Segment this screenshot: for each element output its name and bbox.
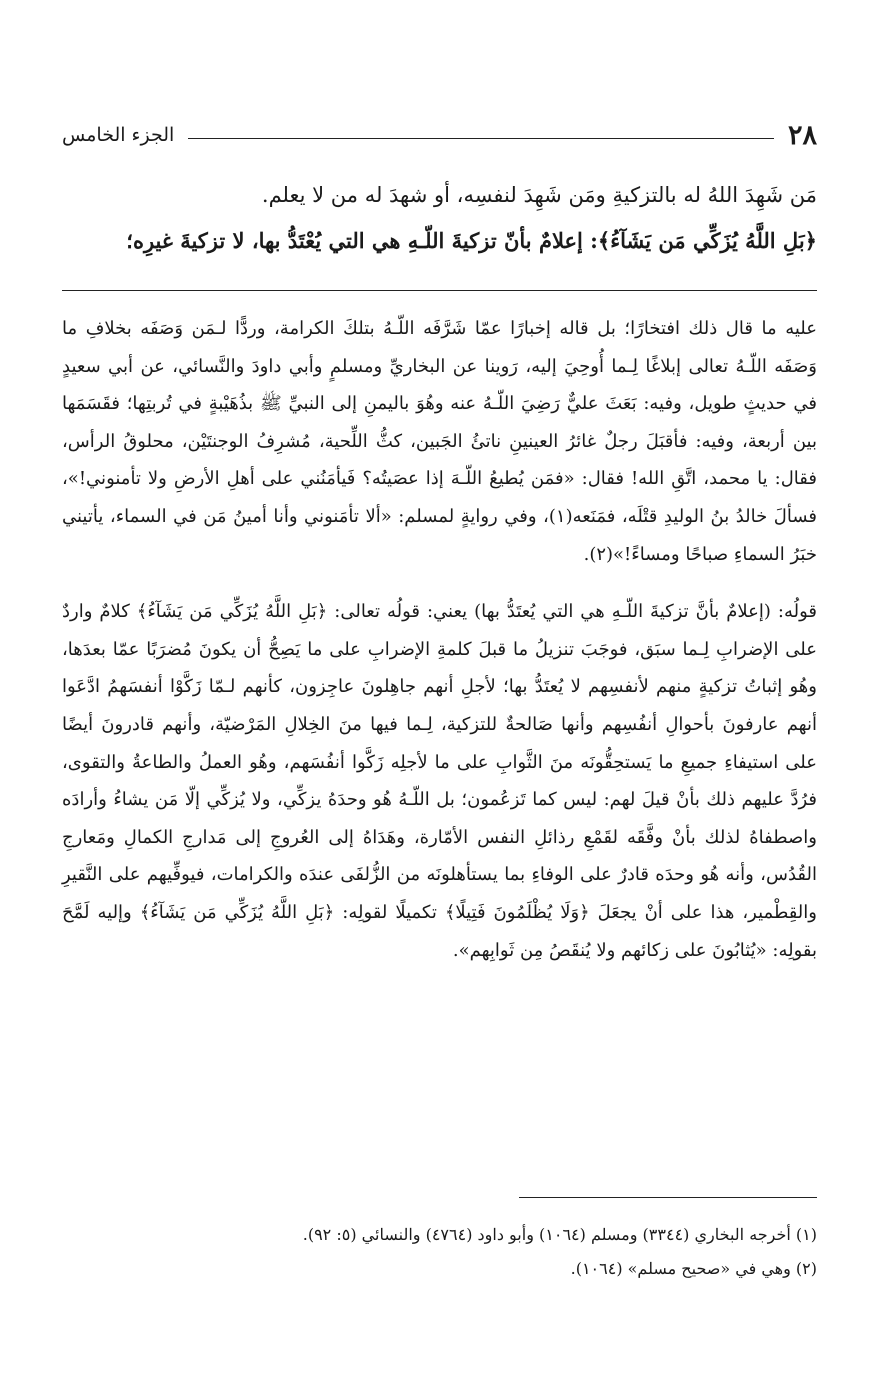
commentary-body bbox=[62, 310, 817, 969]
footnote-separator-rule bbox=[519, 1197, 817, 1198]
page-header bbox=[62, 118, 817, 152]
matn-line-1: مَن شَهِدَ اللهُ له بالتزكيةِ ومَن شَهِدَ لنفسِه، أو شهدَ له من لا يعلم. bbox=[261, 183, 817, 207]
matn-line-2: ﴿بَلِ اللَّهُ يُزَكِّي مَن يَشَآءُ﴾: إعلامٌ بأنّ تزكيةَ اللّـهِ هي التي يُعْتَدُّ بها، لا تزكيةَ غيرِه؛ bbox=[126, 228, 817, 253]
footnote-2: (٢) وهي في «صحيح مسلم» (١٠٦٤). bbox=[570, 1259, 817, 1278]
footnotes bbox=[62, 1218, 817, 1286]
running-head: الجزء الخامس bbox=[62, 124, 175, 146]
footnote-1: (١) أخرجه البخاري (٣٣٤٤) ومسلم (١٠٦٤) وأبو داود (٤٧٦٤) والنسائي (٥: ٩٢). bbox=[302, 1225, 817, 1244]
commented-text bbox=[62, 172, 817, 264]
header-rule bbox=[188, 138, 774, 139]
page-number: ٢٨ bbox=[787, 119, 817, 151]
commentary-paragraph-1: عليه ما قال ذلك افتخارًا؛ بل قاله إخبارًا عمّا شَرَّفَه اللّـهُ بتلكَ الكرامة، وردًّا لـمَن وَصَفَه بخلافِ ما وَصَفَه اللّـهُ تعالى إبلاغًا لِـما أُوحِيَ إليه، رَوينا عن البخاريِّ ومسلمٍ وأبي داودَ والنَّسائي، عن أبي سعيدٍ في حديثٍ طويل، وفيه: بَعَثَ عليٌّ رَضِيَ اللّـهُ عنه وهُوَ باليمنِ إلى النبيِّ ﷺ بذُهَيْبةٍ في تُربتِها؛ فقَسَمَها بين أربعة، وفيه: فأقبَلَ رجلٌ غائرُ العينينِ ناتئُ الجَبين، كثُّ اللِّحية، مُشرِفُ الوجنتَيْن، محلوقُ الرأس، فقال: يا محمد، اتَّقِ الله! فقال: «فمَن يُطيعُ اللّـهَ إذا عصَيتُه؟ فَيأمَنُني على أهلِ الأرضِ ولا تأمنوني!»، فسألَ خالدُ بنُ الوليدِ قتْلَه، فمَنَعه(١)، وفي روايةٍ لمسلم: «ألا تأمَنوني وأنا أمينُ مَن في السماء، يأتيني خبَرُ السماءِ صباحًا ومساءً!»(٢). bbox=[62, 318, 817, 565]
commentary-paragraph-2: قولُه: (إعلامٌ بأنَّ تزكيةَ اللّـهِ هي التي يُعتَدُّ بها) يعني: قولُه تعالى: ﴿بَلِ اللَّهُ يُزَكِّي مَن يَشَآءُ﴾ كلامٌ واردٌ على الإضرابِ لِـما سبَق، فوجَبَ تنزيلُ ما قبلَ كلمةِ الإضرابِ على ما يَصِحُّ أن يكونَ مُضرَبًا عمّا بعدَها، وهُو إثباتُ تزكيةٍ منهم لأنفسِهم لا يُعتَدُّ بها؛ لأجلِ أنهم جاهِلونَ عاجِزون، كأنهم لـمّا زَكَّوْا أنفسَهمُ ادَّعَوا أنهم عارفونَ بأحوالِ أنفُسِهم وأنها صَالحةٌ للتزكية، لِـما فيها منَ الخِلالِ المَرْضيّة، وأنهم قادرونَ أيضًا على استيفاءِ جميعِ ما يَستحِقُّونَه منَ الثَّوابِ على ما لأجلِه زَكَّوا أنفُسَهم، وهُو العملُ والطاعةُ والتقوى، فرُدَّ عليهم ذلك بأنْ قيلَ لهم: ليس كما تَزعُمون؛ بل اللّـهُ هُو وحدَهُ يزكِّي، ولا يُزكِّي إلّا مَن يشاءُ وأرادَه واصطفاهُ لذلك بأنْ وفَّقَه لقَمْعِ رذائلِ النفس الأمّارة، وهَدَاهُ إلى العُروجِ إلى مَدارجِ الكمالِ ومَعارجِ القُدُس، وأنه هُو وحدَه قادرٌ على الوفاءِ بما يستأهلونَه من الزُّلفَى عندَه والكرامات، فيوفِّيهم على النَّقيرِ والقِطْمير، هذا على أنْ يجعَلَ ﴿وَلَا يُظْلَمُونَ فَتِيلًا﴾ تكميلًا لقولِه: ﴿بَلِ اللَّهُ يُزَكِّي مَن يَشَآءُ﴾ وإليه لَمَّحَ بقولِه: «يُثابُونَ على زكائهم ولا يُنقَصُ مِن ثَوابِهم». bbox=[62, 601, 817, 961]
matn-separator-rule bbox=[62, 290, 817, 291]
